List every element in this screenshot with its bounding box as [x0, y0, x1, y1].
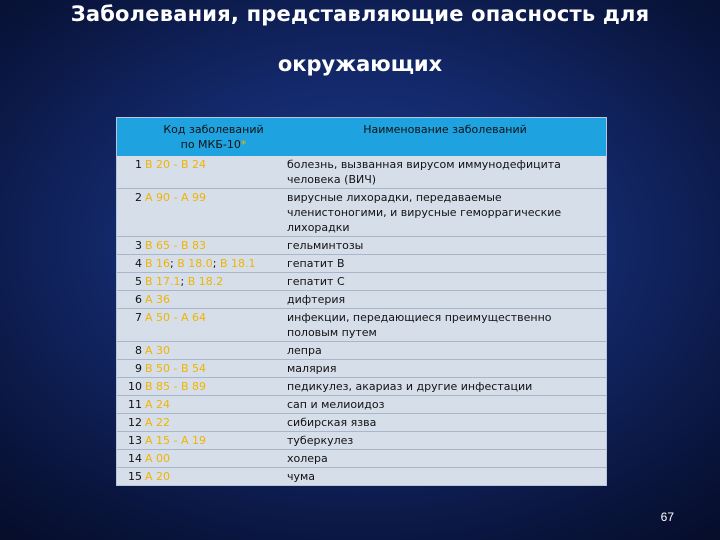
row-number: 11	[117, 396, 143, 414]
disease-name: инфекции, передающиеся преимущественно половым путем	[284, 309, 606, 342]
row-number: 5	[117, 273, 143, 291]
icd-code-link[interactable]: В 50 - В 54	[145, 362, 207, 375]
row-number: 3	[117, 237, 143, 255]
header-code-line-2: по МКБ-10	[180, 138, 241, 151]
disease-name: туберкулез	[284, 432, 606, 450]
disease-name: холера	[284, 450, 606, 468]
header-name: Наименование заболеваний	[284, 118, 606, 156]
row-codes	[143, 156, 284, 189]
disease-name: гельминтозы	[284, 237, 606, 255]
disease-name: гепатит В	[284, 255, 606, 273]
diseases-table-container	[116, 117, 607, 486]
icd-code-link[interactable]: А 22	[145, 416, 171, 429]
table-row	[117, 396, 606, 414]
table-row	[117, 237, 606, 255]
row-number: 4	[117, 255, 143, 273]
icd-code-link[interactable]: В 18.1	[220, 257, 256, 270]
table-row	[117, 432, 606, 450]
row-codes	[143, 342, 284, 360]
header-number	[117, 118, 143, 156]
row-codes	[143, 309, 284, 342]
row-codes	[143, 468, 284, 486]
table-row	[117, 360, 606, 378]
icd-code-link[interactable]: В 85 - В 89	[145, 380, 207, 393]
table-row	[117, 450, 606, 468]
table-row	[117, 189, 606, 237]
diseases-table	[117, 118, 606, 485]
row-number: 7	[117, 309, 143, 342]
disease-name: болезнь, вызванная вирусом иммунодефицита человека (ВИЧ)	[284, 156, 606, 189]
row-number: 12	[117, 414, 143, 432]
row-number: 10	[117, 378, 143, 396]
icd-code-link[interactable]: В 16	[145, 257, 171, 270]
row-codes	[143, 273, 284, 291]
row-number: 9	[117, 360, 143, 378]
icd-code-link[interactable]: В 18.2	[187, 275, 224, 288]
table-row	[117, 378, 606, 396]
icd-code-link[interactable]: А 00	[145, 452, 171, 465]
table-body	[117, 156, 606, 485]
row-codes	[143, 237, 284, 255]
table-row	[117, 255, 606, 273]
row-codes	[143, 396, 284, 414]
icd-code-link[interactable]: В 18.0	[177, 257, 213, 270]
disease-name: дифтерия	[284, 291, 606, 309]
icd-code-link[interactable]: А 24	[145, 398, 171, 411]
table-row	[117, 414, 606, 432]
slide-title-line-2: окружающих	[277, 52, 443, 76]
page-number: 67	[660, 510, 674, 524]
row-codes	[143, 255, 284, 273]
row-number: 2	[117, 189, 143, 237]
header-code-footnote-link[interactable]: *	[240, 138, 247, 151]
table-row	[117, 291, 606, 309]
code-separator: ;	[212, 257, 220, 270]
disease-name: сибирская язва	[284, 414, 606, 432]
row-codes	[143, 450, 284, 468]
icd-code-link[interactable]: А 90 - А 99	[145, 191, 206, 204]
row-codes	[143, 432, 284, 450]
disease-name: чума	[284, 468, 606, 486]
disease-name: малярия	[284, 360, 606, 378]
table-row	[117, 273, 606, 291]
icd-code-link[interactable]: А 20	[145, 470, 171, 483]
icd-code-link[interactable]: В 65 - В 83	[145, 239, 207, 252]
row-number: 13	[117, 432, 143, 450]
table-row	[117, 309, 606, 342]
icd-code-link[interactable]: В 17.1	[145, 275, 181, 288]
row-codes	[143, 414, 284, 432]
row-codes	[143, 189, 284, 237]
row-codes	[143, 378, 284, 396]
table-row	[117, 156, 606, 189]
disease-name: лепра	[284, 342, 606, 360]
icd-code-link[interactable]: В 20 - В 24	[145, 158, 207, 171]
row-codes	[143, 360, 284, 378]
row-number: 15	[117, 468, 143, 486]
table-header-row	[117, 118, 606, 156]
code-separator: ;	[180, 275, 188, 288]
disease-name: вирусные лихорадки, передаваемые членистоногими, и вирусные геморрагические лихорадки	[284, 189, 606, 237]
row-number: 8	[117, 342, 143, 360]
header-code-line-1: Код заболеваний	[163, 123, 264, 136]
disease-name: сап и мелиоидоз	[284, 396, 606, 414]
header-code	[143, 118, 284, 156]
icd-code-link[interactable]: А 15 - А 19	[145, 434, 206, 447]
table-row	[117, 468, 606, 486]
code-separator: ;	[170, 257, 178, 270]
row-number: 14	[117, 450, 143, 468]
disease-name: педикулез, акариаз и другие инфестации	[284, 378, 606, 396]
table-row	[117, 342, 606, 360]
row-codes	[143, 291, 284, 309]
row-number: 1	[117, 156, 143, 189]
disease-name: гепатит С	[284, 273, 606, 291]
icd-code-link[interactable]: А 50 - А 64	[145, 311, 206, 324]
icd-code-link[interactable]: А 36	[145, 293, 171, 306]
icd-code-link[interactable]: А 30	[145, 344, 171, 357]
row-number: 6	[117, 291, 143, 309]
slide-title-line-1: Заболевания, представляющие опасность для	[70, 2, 650, 26]
